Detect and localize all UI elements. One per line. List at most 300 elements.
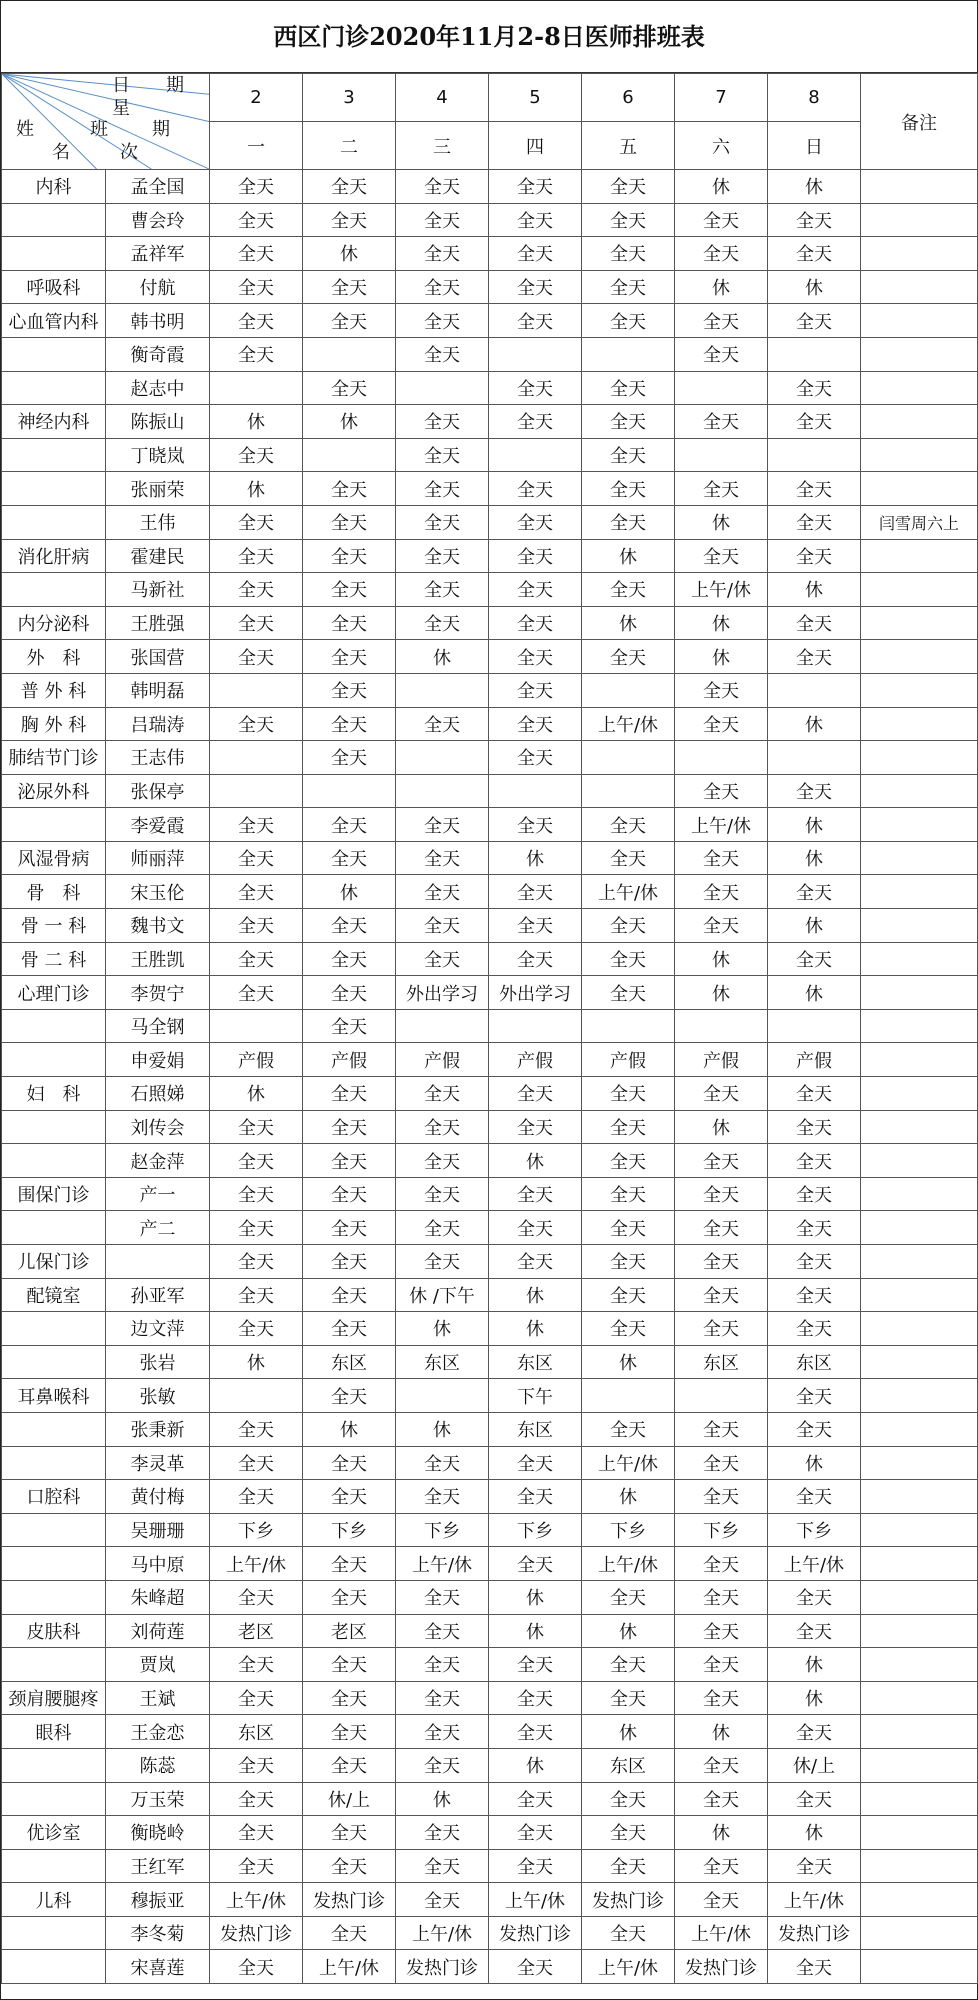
shift-cell: 全天 — [582, 505, 675, 539]
shift-cell: 全天 — [768, 640, 861, 674]
shift-cell: 休 — [675, 505, 768, 539]
remark-cell — [861, 1648, 978, 1682]
shift-cell — [210, 1379, 303, 1413]
shift-cell: 全天 — [675, 1312, 768, 1346]
shift-cell: 全天 — [303, 1110, 396, 1144]
shift-cell: 全天 — [768, 1480, 861, 1514]
table-row — [2, 673, 978, 707]
shift-cell: 全天 — [489, 606, 582, 640]
remark-cell — [861, 1009, 978, 1043]
shift-cell: 全天 — [210, 841, 303, 875]
remark-cell — [861, 1916, 978, 1950]
shift-cell: 全天 — [768, 371, 861, 405]
doctor-name-cell: 李冬菊 — [106, 1916, 210, 1950]
department-cell — [2, 371, 106, 405]
shift-cell: 全天 — [303, 1748, 396, 1782]
table-row — [2, 1077, 978, 1111]
shift-cell: 全天 — [582, 1648, 675, 1682]
shift-cell: 产假 — [396, 1043, 489, 1077]
shift-cell: 全天 — [210, 337, 303, 371]
shift-cell: 全天 — [489, 304, 582, 338]
shift-cell — [675, 371, 768, 405]
department-cell — [2, 1110, 106, 1144]
shift-cell: 全天 — [303, 1816, 396, 1850]
table-row — [2, 606, 978, 640]
remark-cell — [861, 1782, 978, 1816]
shift-cell: 全天 — [303, 203, 396, 237]
shift-cell: 全天 — [396, 270, 489, 304]
shift-cell: 全天 — [489, 1077, 582, 1111]
corner-date-label: 日 期 — [112, 75, 184, 96]
shift-cell: 全天 — [396, 1245, 489, 1279]
header-weekday: 四 — [489, 122, 582, 170]
shift-cell: 上午/休 — [396, 1916, 489, 1950]
doctor-name-cell: 李贺宁 — [106, 976, 210, 1010]
shift-cell: 发热门诊 — [210, 1916, 303, 1950]
doctor-name-cell: 朱峰超 — [106, 1580, 210, 1614]
shift-cell: 全天 — [675, 1412, 768, 1446]
shift-cell: 全天 — [303, 1681, 396, 1715]
shift-cell: 全天 — [210, 909, 303, 943]
shift-cell: 休 — [768, 1681, 861, 1715]
doctor-name-cell: 穆振亚 — [106, 1883, 210, 1917]
shift-cell: 全天 — [303, 1077, 396, 1111]
remark-cell — [861, 1748, 978, 1782]
shift-cell: 全天 — [489, 1177, 582, 1211]
shift-cell: 全天 — [768, 1245, 861, 1279]
shift-cell: 全天 — [396, 203, 489, 237]
shift-cell: 全天 — [489, 640, 582, 674]
shift-cell: 全天 — [582, 405, 675, 439]
table-row — [2, 1513, 978, 1547]
shift-cell: 全天 — [768, 237, 861, 271]
department-cell: 配镜室 — [2, 1278, 106, 1312]
shift-cell: 全天 — [303, 606, 396, 640]
shift-cell: 休 — [396, 640, 489, 674]
shift-cell — [768, 741, 861, 775]
corner-name2-label: 名 — [52, 142, 70, 163]
table-row — [2, 1043, 978, 1077]
shift-cell: 全天 — [396, 875, 489, 909]
shift-cell: 休 — [489, 1748, 582, 1782]
shift-cell: 全天 — [210, 1110, 303, 1144]
doctor-name-cell: 魏书文 — [106, 909, 210, 943]
department-cell: 儿科 — [2, 1883, 106, 1917]
shift-cell: 全天 — [210, 1245, 303, 1279]
shift-cell: 发热门诊 — [396, 1950, 489, 1984]
remark-cell — [861, 1446, 978, 1480]
department-cell: 心血管内科 — [2, 304, 106, 338]
department-cell: 风湿骨病 — [2, 841, 106, 875]
shift-cell: 上午/休 — [582, 875, 675, 909]
table-row — [2, 1379, 978, 1413]
shift-cell: 全天 — [768, 1211, 861, 1245]
remark-cell — [861, 405, 978, 439]
shift-cell: 全天 — [582, 237, 675, 271]
shift-cell: 全天 — [489, 472, 582, 506]
shift-cell: 全天 — [210, 1782, 303, 1816]
remark-cell — [861, 1312, 978, 1346]
shift-cell: 全天 — [303, 1009, 396, 1043]
doctor-name-cell: 王红军 — [106, 1849, 210, 1883]
shift-cell — [210, 673, 303, 707]
shift-cell: 全天 — [489, 237, 582, 271]
shift-cell: 全天 — [210, 1278, 303, 1312]
shift-cell: 全天 — [582, 1782, 675, 1816]
header-date: 8 — [768, 74, 861, 122]
shift-cell: 全天 — [303, 170, 396, 204]
remark-cell — [861, 1278, 978, 1312]
table-row — [2, 976, 978, 1010]
remark-cell — [861, 1211, 978, 1245]
shift-cell: 全天 — [489, 170, 582, 204]
shift-cell: 全天 — [396, 573, 489, 607]
doctor-name-cell: 申爱娟 — [106, 1043, 210, 1077]
doctor-name-cell: 宋喜莲 — [106, 1950, 210, 1984]
shift-cell: 全天 — [396, 405, 489, 439]
shift-cell: 全天 — [675, 875, 768, 909]
table-row — [2, 1446, 978, 1480]
shift-cell: 全天 — [768, 1312, 861, 1346]
shift-cell: 休 — [675, 1816, 768, 1850]
shift-cell: 外出学习 — [489, 976, 582, 1010]
shift-cell: 休 — [582, 1345, 675, 1379]
shift-cell — [396, 673, 489, 707]
shift-cell: 全天 — [396, 539, 489, 573]
department-cell — [2, 1412, 106, 1446]
shift-cell: 全天 — [582, 942, 675, 976]
shift-cell: 全天 — [210, 203, 303, 237]
shift-cell: 休 — [210, 405, 303, 439]
shift-cell: 下乡 — [675, 1513, 768, 1547]
table-row — [2, 270, 978, 304]
shift-cell — [303, 438, 396, 472]
shift-cell: 全天 — [675, 1211, 768, 1245]
shift-cell: 全天 — [768, 774, 861, 808]
shift-cell: 东区 — [768, 1345, 861, 1379]
shift-cell: 全天 — [489, 371, 582, 405]
department-cell: 颈肩腰腿疼 — [2, 1681, 106, 1715]
department-cell — [2, 1043, 106, 1077]
table-row — [2, 640, 978, 674]
remark-cell — [861, 1480, 978, 1514]
table-row — [2, 841, 978, 875]
shift-cell: 休 — [396, 1782, 489, 1816]
shift-cell: 全天 — [489, 942, 582, 976]
shift-cell: 全天 — [582, 1077, 675, 1111]
shift-cell: 全天 — [768, 203, 861, 237]
shift-cell: 全天 — [768, 1614, 861, 1648]
shift-cell: 全天 — [675, 707, 768, 741]
shift-cell — [582, 673, 675, 707]
shift-cell: 休 — [210, 472, 303, 506]
shift-cell: 全天 — [582, 1177, 675, 1211]
header-weekday: 五 — [582, 122, 675, 170]
shift-cell: 全天 — [303, 1144, 396, 1178]
shift-cell: 全天 — [396, 1648, 489, 1682]
remark-cell — [861, 774, 978, 808]
shift-cell: 全天 — [396, 1177, 489, 1211]
table-row — [2, 875, 978, 909]
department-cell — [2, 1211, 106, 1245]
shift-cell: 全天 — [768, 405, 861, 439]
schedule-table — [1, 73, 978, 1984]
department-cell — [2, 337, 106, 371]
shift-cell — [768, 673, 861, 707]
department-cell — [2, 1782, 106, 1816]
shift-cell: 休 /下午 — [396, 1278, 489, 1312]
table-row — [2, 203, 978, 237]
shift-cell: 全天 — [675, 1782, 768, 1816]
shift-cell: 全天 — [768, 1278, 861, 1312]
department-cell — [2, 1648, 106, 1682]
shift-cell: 全天 — [210, 1412, 303, 1446]
doctor-name-cell: 陈振山 — [106, 405, 210, 439]
doctor-name-cell: 霍建民 — [106, 539, 210, 573]
remark-cell — [861, 1681, 978, 1715]
shift-cell: 全天 — [303, 1379, 396, 1413]
department-cell — [2, 472, 106, 506]
shift-cell: 全天 — [768, 1715, 861, 1749]
department-cell — [2, 1547, 106, 1581]
shift-cell: 全天 — [303, 1648, 396, 1682]
doctor-name-cell: 马新社 — [106, 573, 210, 607]
shift-cell: 全天 — [210, 438, 303, 472]
shift-cell: 产假 — [303, 1043, 396, 1077]
shift-cell: 全天 — [675, 1144, 768, 1178]
department-cell — [2, 808, 106, 842]
shift-cell: 全天 — [768, 1580, 861, 1614]
shift-cell: 全天 — [303, 1547, 396, 1581]
shift-cell: 下乡 — [768, 1513, 861, 1547]
shift-cell: 休 — [768, 909, 861, 943]
remark-cell — [861, 640, 978, 674]
shift-cell: 全天 — [582, 1580, 675, 1614]
department-cell — [2, 1916, 106, 1950]
shift-cell: 全天 — [396, 1110, 489, 1144]
shift-cell: 休 — [303, 875, 396, 909]
shift-cell: 全天 — [768, 1782, 861, 1816]
shift-cell: 全天 — [582, 1849, 675, 1883]
shift-cell: 老区 — [303, 1614, 396, 1648]
doctor-name-cell: 曹会玲 — [106, 203, 210, 237]
remark-cell — [861, 1580, 978, 1614]
shift-cell: 休 — [582, 1480, 675, 1514]
shift-cell: 全天 — [675, 1278, 768, 1312]
shift-cell: 全天 — [489, 1681, 582, 1715]
shift-cell: 全天 — [489, 405, 582, 439]
shift-cell: 全天 — [489, 1849, 582, 1883]
table-row — [2, 1345, 978, 1379]
shift-cell: 全天 — [489, 203, 582, 237]
table-row — [2, 1681, 978, 1715]
shift-cell: 全天 — [768, 505, 861, 539]
shift-cell: 东区 — [303, 1345, 396, 1379]
table-row — [2, 942, 978, 976]
shift-cell — [396, 1379, 489, 1413]
header-remarks: 备注 — [861, 74, 978, 170]
shift-cell: 全天 — [582, 170, 675, 204]
table-row — [2, 337, 978, 371]
shift-cell: 全天 — [675, 1883, 768, 1917]
shift-cell: 休 — [396, 1312, 489, 1346]
header-weekday: 二 — [303, 122, 396, 170]
shift-cell: 产假 — [210, 1043, 303, 1077]
shift-cell: 全天 — [675, 673, 768, 707]
shift-cell — [489, 438, 582, 472]
table-row — [2, 1916, 978, 1950]
remark-cell — [861, 472, 978, 506]
doctor-name-cell: 王伟 — [106, 505, 210, 539]
schedule-body — [2, 170, 978, 1984]
shift-cell: 休 — [768, 1446, 861, 1480]
doctor-name-cell: 韩书明 — [106, 304, 210, 338]
shift-cell: 全天 — [396, 1748, 489, 1782]
department-cell — [2, 1580, 106, 1614]
shift-cell: 休 — [768, 841, 861, 875]
remark-cell — [861, 673, 978, 707]
doctor-name-cell: 边文萍 — [106, 1312, 210, 1346]
shift-cell: 东区 — [489, 1345, 582, 1379]
shift-cell: 全天 — [768, 1412, 861, 1446]
shift-cell: 全天 — [210, 1144, 303, 1178]
shift-cell: 全天 — [489, 1782, 582, 1816]
shift-cell: 上午/休 — [768, 1547, 861, 1581]
remark-cell — [861, 808, 978, 842]
doctor-name-cell: 孟全国 — [106, 170, 210, 204]
shift-cell: 产假 — [489, 1043, 582, 1077]
department-cell: 口腔科 — [2, 1480, 106, 1514]
table-row — [2, 371, 978, 405]
remark-cell — [861, 1345, 978, 1379]
shift-cell — [675, 438, 768, 472]
shift-cell: 全天 — [489, 1245, 582, 1279]
remark-cell — [861, 1849, 978, 1883]
shift-cell: 全天 — [210, 270, 303, 304]
shift-cell — [768, 1009, 861, 1043]
shift-cell: 休 — [303, 237, 396, 271]
shift-cell: 全天 — [303, 472, 396, 506]
shift-cell: 全天 — [675, 1245, 768, 1279]
table-row — [2, 1748, 978, 1782]
shift-cell: 全天 — [210, 573, 303, 607]
shift-cell: 休 — [210, 1077, 303, 1111]
shift-cell: 全天 — [489, 1446, 582, 1480]
shift-cell: 全天 — [396, 1883, 489, 1917]
remark-cell — [861, 841, 978, 875]
shift-cell: 全天 — [582, 371, 675, 405]
doctor-name-cell: 张敏 — [106, 1379, 210, 1413]
table-row — [2, 707, 978, 741]
shift-cell: 全天 — [768, 1379, 861, 1413]
shift-cell: 全天 — [582, 270, 675, 304]
department-cell — [2, 438, 106, 472]
shift-cell: 全天 — [210, 237, 303, 271]
remark-cell — [861, 573, 978, 607]
shift-cell: 全天 — [675, 203, 768, 237]
department-cell: 耳鼻喉科 — [2, 1379, 106, 1413]
shift-cell: 全天 — [489, 1547, 582, 1581]
shift-cell: 全天 — [210, 505, 303, 539]
department-cell: 肺结节门诊 — [2, 741, 106, 775]
shift-cell: 全天 — [489, 1950, 582, 1984]
shift-cell: 休 — [675, 640, 768, 674]
doctor-name-cell: 付航 — [106, 270, 210, 304]
shift-cell: 全天 — [675, 1614, 768, 1648]
shift-cell: 全天 — [675, 909, 768, 943]
doctor-name-cell: 张丽荣 — [106, 472, 210, 506]
department-cell — [2, 1513, 106, 1547]
table-row — [2, 1950, 978, 1984]
shift-cell: 全天 — [675, 774, 768, 808]
shift-cell: 全天 — [768, 304, 861, 338]
shift-cell: 全天 — [489, 808, 582, 842]
shift-cell: 全天 — [303, 1849, 396, 1883]
shift-cell — [303, 337, 396, 371]
shift-cell: 全天 — [303, 539, 396, 573]
shift-cell: 全天 — [303, 1312, 396, 1346]
shift-cell: 休 — [303, 1412, 396, 1446]
remark-cell — [861, 1043, 978, 1077]
shift-cell: 全天 — [396, 1681, 489, 1715]
table-row — [2, 472, 978, 506]
remark-cell — [861, 1144, 978, 1178]
department-cell — [2, 1446, 106, 1480]
shift-cell: 全天 — [303, 1916, 396, 1950]
department-cell: 围保门诊 — [2, 1177, 106, 1211]
shift-cell: 休 — [489, 1614, 582, 1648]
remark-cell — [861, 875, 978, 909]
remark-cell — [861, 203, 978, 237]
shift-cell: 全天 — [582, 841, 675, 875]
shift-cell: 休 — [675, 606, 768, 640]
shift-cell — [675, 1379, 768, 1413]
shift-cell: 产假 — [675, 1043, 768, 1077]
shift-cell: 上午/休 — [582, 1547, 675, 1581]
table-row — [2, 1110, 978, 1144]
shift-cell: 全天 — [396, 909, 489, 943]
shift-cell: 休 — [675, 976, 768, 1010]
shift-cell: 上午/休 — [489, 1883, 582, 1917]
shift-cell: 全天 — [582, 808, 675, 842]
shift-cell: 休 — [768, 573, 861, 607]
shift-cell: 全天 — [303, 1177, 396, 1211]
table-row — [2, 304, 978, 338]
shift-cell: 全天 — [303, 573, 396, 607]
doctor-name-cell: 万玉荣 — [106, 1782, 210, 1816]
shift-cell: 全天 — [582, 472, 675, 506]
department-cell — [2, 203, 106, 237]
shift-cell: 全天 — [675, 1077, 768, 1111]
shift-cell: 休 — [303, 405, 396, 439]
shift-cell: 全天 — [489, 573, 582, 607]
shift-cell: 全天 — [396, 1816, 489, 1850]
shift-cell — [582, 337, 675, 371]
shift-cell: 发热门诊 — [675, 1950, 768, 1984]
shift-cell: 休 — [582, 1715, 675, 1749]
shift-cell: 全天 — [489, 1480, 582, 1514]
shift-cell: 全天 — [210, 1177, 303, 1211]
header-weekday: 三 — [396, 122, 489, 170]
shift-cell — [489, 337, 582, 371]
shift-cell — [210, 1009, 303, 1043]
doctor-name-cell: 陈蕊 — [106, 1748, 210, 1782]
table-row — [2, 505, 978, 539]
shift-cell: 全天 — [582, 1245, 675, 1279]
remark-cell — [861, 1177, 978, 1211]
shift-cell: 全天 — [303, 1245, 396, 1279]
shift-cell: 东区 — [675, 1345, 768, 1379]
